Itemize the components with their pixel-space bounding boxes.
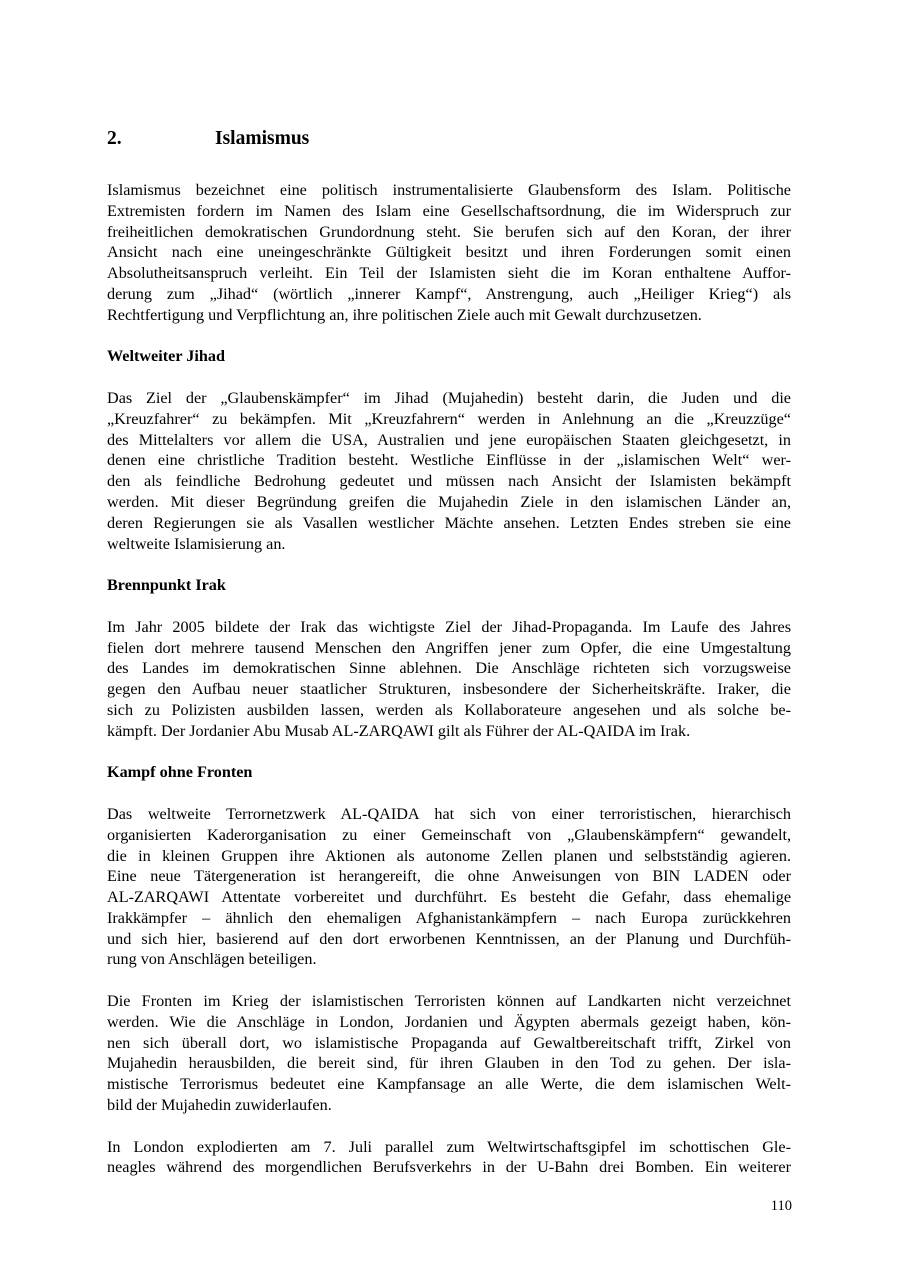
text-line: werden. Wie die Anschläge in London, Jordanien und Ägypten abermals gezeigt haben, kön- <box>107 1012 791 1031</box>
text-line: derung zum „Jihad“ (wörtlich „innerer Kampf“, Anstrengung, auch „Heiliger Krieg“) als <box>107 284 791 303</box>
text-line: werden. Mit dieser Begründung greifen die Mujahedin Ziele in den islamischen Länder an, <box>107 492 791 511</box>
text-line: Das Ziel der „Glaubenskämpfer“ im Jihad (Mujahedin) besteht darin, die Juden und die <box>107 388 791 407</box>
section-paragraph-kampf-ohne-fronten <box>107 804 791 970</box>
text-line: Irakkämpfer – ähnlich den ehemaligen Afghanistankämpfern – nach Europa zurückkehren <box>107 908 791 927</box>
text-line: Absolutheitsanspruch verleiht. Ein Teil der Islamisten sieht die im Koran enthaltene Auffor- <box>107 264 791 283</box>
text-line: neagles während des morgendlichen Berufsverkehrs in der U-Bahn drei Bomben. Ein weiterer <box>107 1158 791 1177</box>
text-line: In London explodierten am 7. Juli parallel zum Weltwirtschaftsgipfel im schottischen Gle- <box>107 1137 791 1156</box>
section-heading-brennpunkt-irak: Brennpunkt Irak <box>107 576 226 595</box>
text-line: AL-ZARQAWI Attentate vorbereitet und durchführt. Es besteht die Gefahr, dass ehemalige <box>107 888 791 907</box>
text-line: Eine neue Tätergeneration ist herangereift, die ohne Anweisungen von BIN LADEN oder <box>107 867 791 886</box>
intro-paragraph <box>107 180 791 326</box>
text-line: mistische Terrorismus bedeutet eine Kampfansage an alle Werte, die dem islamischen Welt- <box>107 1075 791 1094</box>
text-line: rung von Anschlägen beteiligen. <box>107 950 317 969</box>
section-heading-weltweiter-jihad: Weltweiter Jihad <box>107 347 225 366</box>
text-line: Islamismus bezeichnet eine politisch instrumentalisierte Glaubensform des Islam. Politische <box>107 181 791 199</box>
text-line: bild der Mujahedin zuwiderlaufen. <box>107 1096 332 1115</box>
chapter-number: 2. <box>107 128 122 149</box>
text-line: Mujahedin herausbilden, die bereit sind, für ihren Glauben in den Tod zu gehen. Der isla- <box>107 1054 791 1073</box>
chapter-title: Islamismus <box>215 128 310 149</box>
text-line: denen eine christliche Tradition besteht. Westliche Einflüsse in der „islamischen Welt“ wer- <box>107 451 791 470</box>
text-line: deren Regierungen sie als Vasallen westlicher Mächte ansehen. Letzten Endes streben sie eine <box>107 513 791 532</box>
paragraph-fronten <box>107 991 791 1116</box>
text-line: Die Fronten im Krieg der islamistischen Terroristen können auf Landkarten nicht verzeichnet <box>107 992 791 1011</box>
page-content <box>107 127 791 1178</box>
section-paragraph-weltweiter-jihad <box>107 388 791 554</box>
text-line: nen sich überall dort, wo islamistische Propaganda auf Gewaltbereitschaft trifft, Zirkel von <box>107 1033 791 1052</box>
text-line: den als feindliche Bedrohung gedeutet und müssen nach Ansicht der Islamisten bekämpft <box>107 472 791 491</box>
text-line: des Landes im demokratischen Sinne ablehnen. Die Anschläge richteten sich vorzugsweise <box>107 659 791 678</box>
chapter-heading <box>107 127 791 151</box>
text-line: Im Jahr 2005 bildete der Irak das wichtigste Ziel der Jihad-Propaganda. Im Laufe des Jahres <box>107 617 791 636</box>
section-heading-kampf-ohne-fronten: Kampf ohne Fronten <box>107 763 253 782</box>
text-line: Das weltweite Terrornetzwerk AL-QAIDA hat sich von einer terroristischen, hierarchisch <box>107 804 791 823</box>
text-line: organisierten Kaderorganisation zu einer Gemeinschaft von „Glaubenskämpfern“ gewandelt, <box>107 825 791 844</box>
section-paragraph-brennpunkt-irak <box>107 617 791 742</box>
text-line: Ansicht nach eine uneingeschränkte Gültigkeit besitzt und ihren Forderungen somit einen <box>107 243 791 262</box>
text-line: gegen den Aufbau neuer staatlicher Strukturen, insbesondere der Sicherheitskräfte. Iraker, die <box>107 680 791 699</box>
page-number: 110 <box>770 1198 792 1214</box>
paragraph-london <box>107 1137 791 1179</box>
text-line: Rechtfertigung und Verpflichtung an, ihre politischen Ziele auch mit Gewalt durchzusetzen. <box>107 305 702 324</box>
text-line: sich zu Polizisten ausbilden lassen, werden als Kollaborateure angesehen und als solche be- <box>107 700 791 719</box>
text-line: kämpft. Der Jordanier Abu Musab AL-ZARQAWI gilt als Führer der AL-QAIDA im Irak. <box>107 721 691 740</box>
text-line: fielen dort mehrere tausend Menschen den Angriffen jener zum Opfer, die eine Umgestaltung <box>107 638 791 657</box>
text-line: „Kreuzfahrer“ zu bekämpfen. Mit „Kreuzfahrern“ werden in Anlehnung an die „Kreuzzüge“ <box>107 409 791 428</box>
text-line: Extremisten fordern im Namen des Islam eine Gesellschaftsordnung, die im Widerspruch zur <box>107 201 791 220</box>
text-line: die in kleinen Gruppen ihre Aktionen als autonome Zellen planen und selbstständig agieren. <box>107 846 791 865</box>
text-line: weltweite Islamisierung an. <box>107 534 286 553</box>
text-line: freiheitlichen demokratischen Grundordnung steht. Sie berufen sich auf den Koran, der ihrer <box>107 222 791 241</box>
text-line: des Mittelalters vor allem die USA, Australien und jene europäischen Staaten gleichgesetzt, in <box>107 430 791 449</box>
text-line: und sich hier, basierend auf den dort erworbenen Kenntnissen, an der Planung und Durchfüh- <box>107 929 791 948</box>
